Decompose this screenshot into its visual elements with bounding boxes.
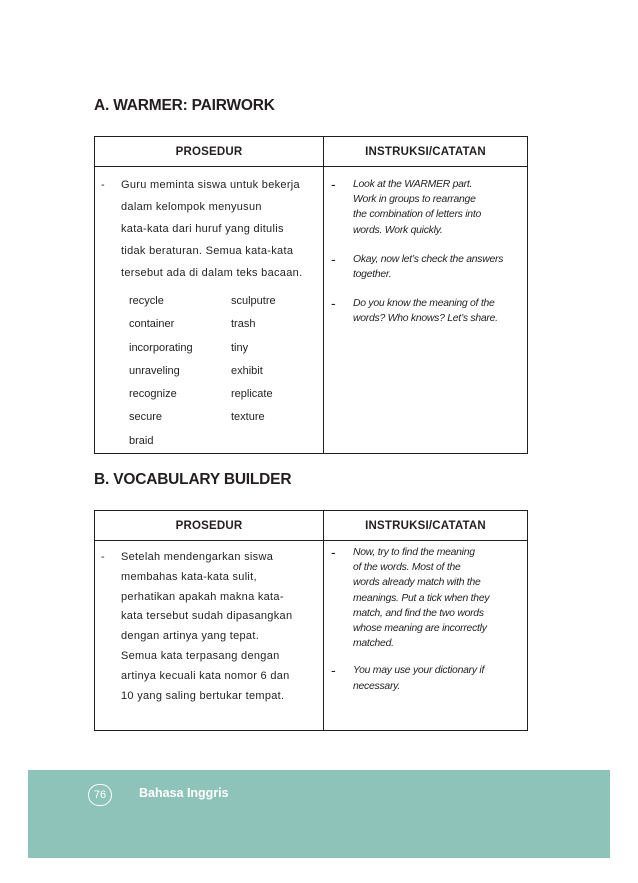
word-item: texture bbox=[231, 411, 265, 424]
prosedur-text: Setelah mendengarkan siswa membahas kata-kata sulit, perhatikan apakah makna kata- kata tersebut sudah dipasangkan dengan artinya yang tepat. Semua kata terpasang dengan artinya kecuali kata nomor 6 dan 10 yang saling bertukar tempat. bbox=[121, 551, 293, 702]
instruction-text: You may use your dictionary if necessary. bbox=[353, 665, 485, 692]
instruksi-cell bbox=[324, 167, 528, 454]
instruction-item bbox=[330, 545, 521, 651]
instruction-text: Okay, now let’s check the answers together. bbox=[353, 253, 504, 281]
page-number: 76 bbox=[88, 784, 112, 806]
section-a-title: A. WARMER: PAIRWORK bbox=[94, 97, 275, 114]
bullet-dash: - bbox=[101, 551, 105, 563]
warmer-table bbox=[94, 136, 528, 454]
footer-bar bbox=[28, 770, 610, 858]
word-list bbox=[129, 290, 315, 453]
word-item: sculputre bbox=[231, 295, 276, 307]
word-item: replicate bbox=[231, 388, 273, 401]
instruction-item bbox=[330, 252, 521, 282]
word-item: secure bbox=[129, 411, 163, 424]
instruction-text: Do you know the meaning of the words? Who knows? Let’s share. bbox=[353, 298, 498, 325]
bullet-dash: - bbox=[331, 176, 336, 192]
word-item: braid bbox=[129, 434, 154, 447]
instruction-text: Look at the WARMER part. Work in groups to rearrange the combination of letters into words. Work quickly. bbox=[353, 179, 481, 236]
instruksi-header: INSTRUKSI/CATATAN bbox=[324, 511, 528, 541]
word-item: incorporating bbox=[129, 341, 193, 354]
bullet-dash: - bbox=[331, 544, 336, 560]
bullet-dash: - bbox=[331, 295, 336, 312]
prosedur-text: Guru meminta siswa untuk bekerja dalam kelompok menyusun kata-kata dari huruf yang ditulis tidak beraturan. Semua kata-kata tersebut ada di dalam teks bacaan. bbox=[121, 179, 303, 279]
instruction-item bbox=[330, 177, 521, 238]
bullet-dash: - bbox=[331, 250, 336, 267]
prosedur-cell bbox=[95, 167, 324, 454]
word-item: unraveling bbox=[129, 364, 180, 377]
word-item: tiny bbox=[231, 341, 249, 354]
instruksi-cell bbox=[324, 541, 528, 731]
prosedur-header: PROSEDUR bbox=[95, 511, 324, 541]
prosedur-cell bbox=[95, 541, 324, 731]
instruksi-header: INSTRUKSI/CATATAN bbox=[324, 137, 528, 167]
word-item: trash bbox=[231, 318, 256, 331]
word-item: exhibit bbox=[231, 364, 263, 377]
instruction-text: Now, try to find the meaning of the words. Most of the words already match with the meanings. Put a tick when they match, and find the two words whose meaning are incorrectly matched. bbox=[353, 547, 490, 650]
word-item: recognize bbox=[129, 388, 177, 401]
section-b-title: B. VOCABULARY BUILDER bbox=[94, 471, 292, 488]
prosedur-header: PROSEDUR bbox=[95, 137, 324, 167]
instruction-item bbox=[330, 663, 521, 693]
bullet-dash: - bbox=[331, 662, 336, 679]
book-title: Bahasa Inggris bbox=[139, 786, 229, 800]
word-item: container bbox=[129, 318, 175, 331]
instruction-item bbox=[330, 296, 521, 326]
bullet-dash: - bbox=[101, 179, 105, 191]
word-item: recycle bbox=[129, 295, 164, 307]
vocabulary-table bbox=[94, 510, 528, 731]
